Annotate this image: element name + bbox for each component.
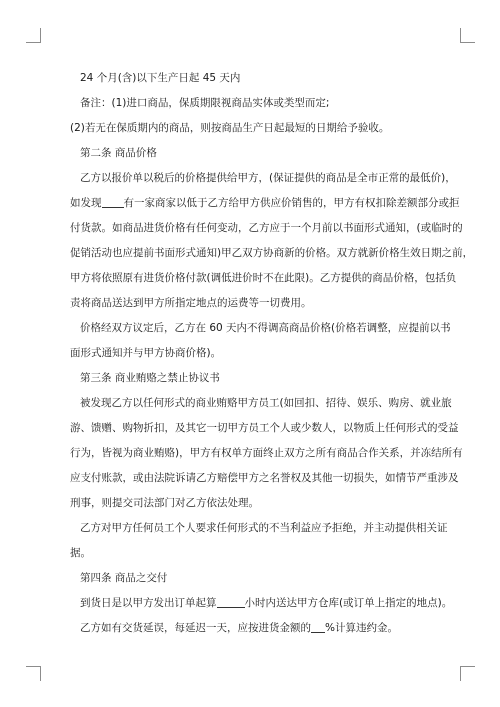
fill-in-blank: [217, 595, 245, 608]
paragraph-price-6: 责将商品送达到甲方所指定地点的运费等一切费用。: [70, 297, 312, 309]
paragraph-price-5: 甲方将依照原有进货价格付款(调低进价时不在此限)。乙方提供的商品价格，包括负: [70, 272, 457, 284]
text-segment: 到货日是以甲方发出订单起算: [80, 597, 217, 609]
paragraph-price-3: 付货款。如商品进货价格有任何变动，乙方应于一个月前以书面形式通知，(或临时的: [70, 222, 463, 234]
paragraph-bribery-4: 应支付账款，或由法院诉请乙方赔偿甲方之名誉权及其他一切损失，如情节严重涉及: [70, 472, 459, 484]
paragraph-bribery-1: 被发现乙方以任何形式的商业贿赂甲方员工(如回扣、招待、娱乐、购房、就业旅: [80, 397, 452, 409]
paragraph-refuse-2: 据。: [70, 547, 91, 559]
paragraph-refuse-1: 乙方对甲方任何员工个人要求任何形式的不当利益应予拒绝，并主动提供相关证: [80, 522, 448, 534]
text-segment: 小时内送达甲方仓库(或订单上指定的地点)。: [244, 597, 453, 609]
paragraph-shelf-life-24: 24 个月(含)以下生产日起 45 天内: [80, 72, 241, 84]
heading-article-3: 第三条 商业贿赂之禁止协议书: [80, 372, 220, 384]
paragraph-bribery-5: 刑事，则提交司法部门对乙方依法处理。: [70, 497, 259, 509]
crop-mark-top-left: [26, 28, 41, 43]
document-body: [70, 66, 474, 641]
heading-article-2: 第二条 商品价格: [80, 147, 157, 159]
paragraph-bribery-3: 行为，皆视为商业贿赂)，甲方有权单方面终止双方之所有商品合作关系，并冻结所有: [70, 447, 463, 459]
crop-mark-bottom-left: [26, 666, 41, 681]
fill-in-blank: [311, 620, 325, 633]
paragraph-price-adjust-2: 面形式通知并与甲方协商价格)。: [70, 347, 222, 359]
crop-mark-bottom-right: [460, 666, 475, 681]
text-segment: %计算违约金。: [325, 622, 398, 634]
crop-mark-top-right: [460, 28, 475, 43]
heading-article-4: 第四条 商品之交付: [80, 572, 168, 584]
paragraph-note-2: (2)若无在保质期内的商品，则按商品生产日起最短的日期给予验收。: [70, 122, 390, 134]
paragraph-note-1: 备注：(1)进口商品，保质期限视商品实体或类型而定;: [80, 97, 330, 109]
paragraph-delivery-1: [80, 591, 453, 616]
paragraph-price-1: 乙方以报价单以税后的价格提供给甲方，(保证提供的商品是全市正常的最低价)，: [80, 172, 456, 184]
paragraph-price-4: 促销活动也应提前书面形式通知)甲乙双方协商新的价格。双方就新价格生效日期之前，: [70, 247, 474, 259]
paragraph-bribery-2: 游、馈赠、购物折扣，及其它一切甲方员工个人或少数人，以物质上任何形式的受益: [70, 422, 459, 434]
paragraph-price-adjust-1: 价格经双方议定后，乙方在 60 天内不得调高商品价格(价格若调整，应提前以书: [80, 322, 451, 334]
text-segment: 有一家商家以低于乙方给甲方供应价销售的，甲方有权扣除差额部分或拒: [123, 197, 460, 209]
text-segment: 乙方如有交货延误，每延迟一天，应按进货金额的: [80, 622, 311, 634]
paragraph-delivery-2: [80, 616, 442, 641]
paragraph-price-2: [70, 191, 460, 216]
fill-in-blank: [102, 195, 124, 208]
text-segment: 如发现: [70, 197, 102, 209]
